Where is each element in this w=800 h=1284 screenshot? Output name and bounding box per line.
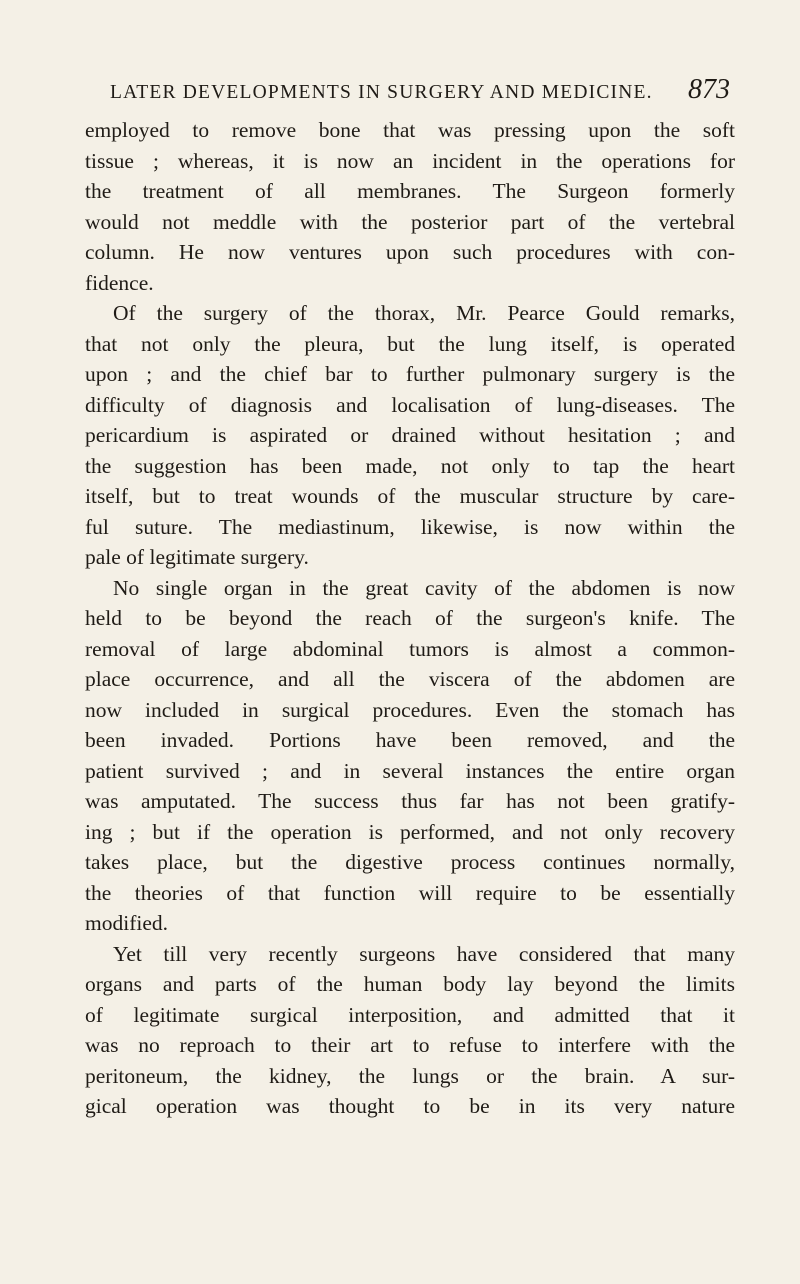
text-line: fidence.	[85, 270, 154, 295]
text-line: pale of legitimate surgery.	[85, 545, 309, 569]
text-line: peritoneum, the kidney, the lungs or the brain. A sur-	[85, 1063, 735, 1088]
text-line: the theories of that function will require to be essentially	[85, 880, 735, 905]
text-line: No single organ in the great cavity of the abdomen is now	[113, 575, 735, 600]
page-number: 873	[688, 74, 730, 105]
text-line: held to be beyond the reach of the surgeon's knife. The	[85, 606, 735, 630]
text-line: difficulty of diagnosis and localisation of lung-diseases. The	[85, 392, 735, 417]
running-head	[110, 74, 730, 114]
text-line: itself, but to treat wounds of the muscular structure by care-	[85, 484, 735, 508]
text-line: Of the surgery of the thorax, Mr. Pearce Gould remarks,	[113, 301, 735, 325]
text-line: Yet till very recently surgeons have considered that many	[113, 941, 735, 966]
text-line: would not meddle with the posterior part of the vertebral	[85, 209, 735, 234]
text-line: upon ; and the chief bar to further pulmonary surgery is the	[85, 362, 735, 386]
running-title: LATER DEVELOPMENTS IN SURGERY AND MEDICINE.	[110, 82, 653, 103]
paragraph-1	[85, 115, 735, 298]
text-line: the suggestion has been made, not only to tap the heart	[85, 453, 735, 478]
text-line: place occurrence, and all the viscera of the abdomen are	[85, 667, 735, 691]
text-line: the treatment of all membranes. The Surgeon formerly	[85, 179, 735, 203]
text-line: gical operation was thought to be in its very nature	[85, 1094, 735, 1118]
text-line: now included in surgical procedures. Even the stomach has	[85, 697, 735, 722]
text-line: ing ; but if the operation is performed, and not only recovery	[85, 819, 735, 844]
text-line: takes place, but the digestive process continues normally,	[85, 850, 735, 874]
body-text	[85, 115, 735, 1122]
paragraph-4	[85, 939, 735, 1122]
text-line: that not only the pleura, but the lung itself, is operated	[85, 331, 735, 356]
text-line: organs and parts of the human body lay beyond the limits	[85, 972, 735, 996]
text-line: employed to remove bone that was pressing upon the soft	[85, 118, 735, 142]
text-line: ful suture. The mediastinum, likewise, is now within the	[85, 514, 735, 539]
text-line: been invaded. Portions have been removed, and the	[85, 728, 735, 752]
text-line: patient survived ; and in several instances the entire organ	[85, 758, 735, 783]
text-line: tissue ; whereas, it is now an incident in the operations for	[85, 148, 735, 173]
text-line: column. He now ventures upon such procedures with con-	[85, 240, 735, 264]
text-line: modified.	[85, 911, 168, 935]
paragraph-3	[85, 573, 735, 939]
text-line: was amputated. The success thus far has not been gratify-	[85, 789, 735, 813]
paragraph-2	[85, 298, 735, 573]
text-line: pericardium is aspirated or drained without hesitation ; and	[85, 423, 735, 447]
text-line: removal of large abdominal tumors is almost a common-	[85, 636, 735, 661]
text-line: of legitimate surgical interposition, and admitted that it	[85, 1002, 735, 1027]
text-line: was no reproach to their art to refuse to interfere with the	[85, 1033, 735, 1057]
